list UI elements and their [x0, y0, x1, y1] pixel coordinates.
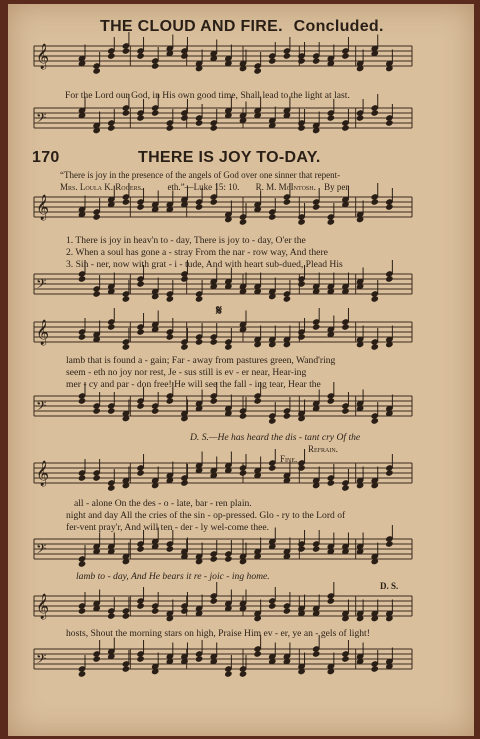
note-head	[327, 115, 334, 121]
note-head	[283, 53, 290, 59]
note-head	[342, 53, 349, 59]
refrain-mark: Refrain.	[308, 444, 338, 454]
note-head	[313, 204, 320, 210]
note-head	[225, 671, 232, 677]
note-head	[269, 58, 276, 64]
note-head	[152, 110, 159, 116]
note-head	[357, 115, 364, 121]
note-head	[78, 276, 85, 282]
note-head	[225, 344, 232, 350]
author-name: Mrs. Loula K. Rogers.	[60, 182, 144, 192]
note-head	[210, 339, 217, 345]
note-head	[137, 656, 144, 662]
note-head	[196, 339, 203, 345]
segno-sign: 𝄋	[216, 304, 223, 319]
verse-2-line: 2. When a soul has gone a - stray From the nar - row way, And there	[66, 247, 328, 258]
note-head	[283, 199, 290, 205]
note-head	[166, 546, 173, 552]
note-head	[152, 408, 159, 414]
note-head	[108, 324, 115, 330]
hymn-number: 170	[32, 149, 60, 166]
note-head	[122, 613, 129, 619]
note-head	[137, 281, 144, 287]
note-head	[137, 470, 144, 476]
final-lyric-line: hosts, Shout the morning stars on high, Praise Him ev - er, ye an - gels of light!	[66, 628, 370, 639]
note-head	[210, 398, 217, 404]
note-head	[269, 465, 276, 471]
note-head	[122, 296, 129, 302]
clef-symbol: 𝄢	[36, 541, 47, 560]
note-head	[122, 666, 129, 672]
note-head	[181, 480, 188, 486]
note-head	[137, 53, 144, 59]
note-head	[137, 603, 144, 609]
note-head	[137, 403, 144, 409]
note-head	[122, 344, 129, 350]
clef-symbol: 𝄢	[36, 651, 47, 670]
note-head	[108, 53, 115, 59]
note-head	[327, 598, 334, 604]
note-head	[196, 204, 203, 210]
note-head	[327, 219, 334, 225]
note-head	[269, 418, 276, 424]
note-head	[152, 608, 159, 614]
note-head	[210, 199, 217, 205]
note-head	[122, 199, 129, 205]
note-head	[196, 120, 203, 126]
note-head	[342, 656, 349, 662]
note-head	[225, 556, 232, 562]
refrain-line-3: fer-vent pray'r, And will ten - der - ly wel-come thee.	[66, 522, 270, 533]
note-head	[371, 296, 378, 302]
clef-symbol: 𝄞	[36, 594, 50, 619]
note-head	[386, 541, 393, 547]
note-head	[78, 334, 85, 340]
note-head	[78, 398, 85, 404]
note-head	[283, 296, 290, 302]
hymnal-page	[8, 4, 474, 736]
note-head	[196, 656, 203, 662]
clef-symbol: 𝄞	[36, 461, 50, 486]
note-head	[181, 344, 188, 350]
note-head	[78, 475, 85, 481]
ds-lyric-line: D. S.—He has heard the dis - tant cry Of the	[190, 432, 361, 443]
note-head	[108, 613, 115, 619]
composer-name: R. M. McIntosh.	[255, 182, 316, 192]
clef-symbol: 𝄞	[36, 195, 50, 220]
note-head	[313, 58, 320, 64]
clef-symbol: 𝄢	[36, 276, 47, 295]
note-head	[371, 344, 378, 350]
note-head	[371, 418, 378, 424]
note-head	[137, 204, 144, 210]
note-head	[78, 671, 85, 677]
note-head	[386, 276, 393, 282]
note-head	[166, 398, 173, 404]
note-head	[298, 219, 305, 225]
note-head	[342, 324, 349, 330]
prev-title-text: THE CLOUD AND FIRE.	[100, 18, 283, 35]
note-head	[269, 603, 276, 609]
note-head	[313, 651, 320, 657]
note-head	[313, 546, 320, 552]
note-head	[210, 598, 217, 604]
note-head	[122, 110, 129, 116]
clef-symbol: 𝄞	[36, 320, 50, 345]
note-head	[166, 296, 173, 302]
note-head	[108, 408, 115, 414]
epigraph-line-1: “There is joy in the presence of the angels of God over one sinner that repent-	[60, 170, 341, 180]
epigraph-line-2: eth.”—Luke 15: 10.	[167, 182, 240, 192]
note-head	[371, 110, 378, 116]
note-head	[137, 546, 144, 552]
note-head	[137, 329, 144, 335]
prev-title-suffix: Concluded.	[293, 18, 384, 35]
note-head	[342, 408, 349, 414]
note-head	[152, 63, 159, 69]
verse-2-line-2: seem - eth no joy nor rest, Je - sus still is ev - er near, Hear-ing	[66, 367, 307, 378]
refrain-line-2: night and day All the cries of the sin - op-pressed. Glo - ry to the Lord of	[66, 510, 346, 521]
prev-hymn-lyric: For the Lord our God, in His own good time, Shall lead to the light at last.	[65, 90, 350, 101]
bass-lyric-line: lamb to - day, And He bears it re - joic - ing home.	[76, 571, 270, 582]
permission-note: By per	[324, 182, 349, 192]
note-head	[239, 219, 246, 225]
note-head	[166, 334, 173, 340]
note-head	[166, 125, 173, 131]
note-head	[93, 214, 100, 220]
fine-mark: Fine.	[280, 454, 298, 464]
verse-1-line: 1. There is joy in heav'n to - day, There is joy to - day, O'er the	[66, 235, 306, 246]
note-head	[371, 666, 378, 672]
note-head	[342, 485, 349, 491]
note-head	[386, 120, 393, 126]
note-head	[108, 125, 115, 131]
note-head	[78, 608, 85, 614]
ds-mark: D. S.	[380, 581, 399, 591]
verse-1-line-2: lamb that is found a - gain; Far - away from pastures green, Wand'ring	[66, 355, 336, 366]
verse-3-line-2: mer - cy and par - don free! He will see the fall - ing tear, Hear the	[66, 379, 321, 390]
note-head	[196, 296, 203, 302]
note-head	[93, 68, 100, 74]
note-head	[210, 125, 217, 131]
note-head	[313, 324, 320, 330]
note-head	[93, 408, 100, 414]
note-head	[93, 291, 100, 297]
note-head	[210, 556, 217, 562]
clef-symbol: 𝄢	[36, 110, 47, 129]
note-head	[137, 115, 144, 121]
note-head	[78, 561, 85, 567]
clef-symbol: 𝄢	[36, 398, 47, 417]
clef-symbol: 𝄞	[36, 44, 50, 69]
note-head	[239, 470, 246, 476]
note-head	[386, 204, 393, 210]
note-head	[342, 125, 349, 131]
author-credit	[60, 182, 348, 192]
note-head	[283, 413, 290, 419]
verse-3-line: 3. Sin - ner, now with grat - i - tude, And with heart sub-dued, Plead His	[66, 259, 343, 270]
note-head	[93, 475, 100, 481]
note-head	[254, 68, 261, 74]
note-head	[239, 413, 246, 419]
note-head	[386, 470, 393, 476]
note-head	[254, 651, 261, 657]
refrain-line-1: all - alone On the des - o - late, bar - ren plain.	[74, 498, 252, 509]
hymn-title: THERE IS JOY TO-DAY.	[138, 149, 321, 166]
note-head	[283, 608, 290, 614]
note-head	[327, 480, 334, 486]
note-head	[122, 48, 129, 54]
note-head	[108, 485, 115, 491]
note-head	[93, 656, 100, 662]
note-head	[327, 398, 334, 404]
note-head	[269, 214, 276, 220]
note-head	[371, 199, 378, 205]
note-head	[254, 398, 261, 404]
note-head	[239, 671, 246, 677]
